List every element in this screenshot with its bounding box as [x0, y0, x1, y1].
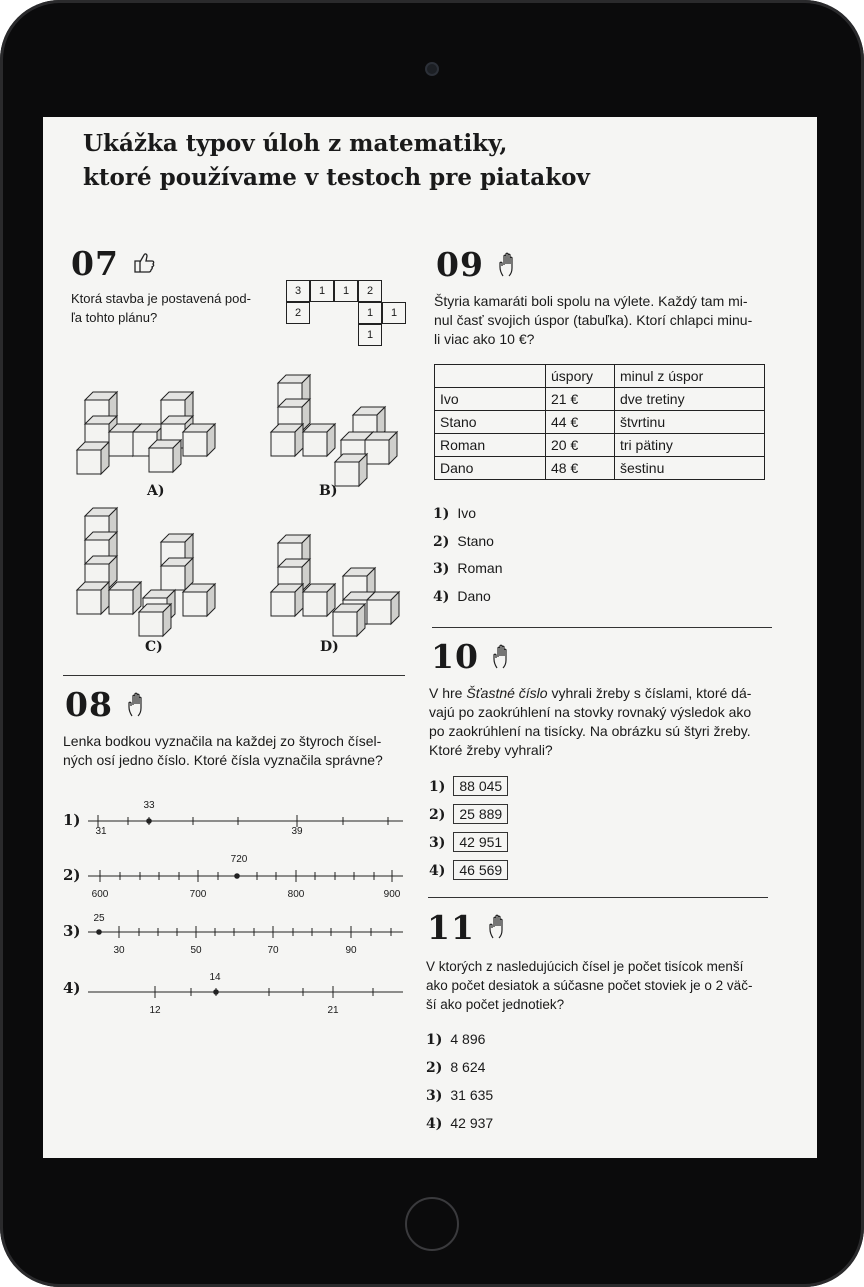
answer-number: 3)	[433, 561, 450, 577]
answer-text: 8 624	[450, 1059, 486, 1075]
q11-text-line: V ktorých z nasledujúcich čísel je počet tisícok menší	[426, 959, 744, 974]
q10-text-part: vyhrali žreby s číslami, ktoré dá-	[547, 685, 752, 701]
marked-point-33	[146, 818, 152, 824]
building-c	[77, 508, 215, 636]
marked-value: 14	[209, 972, 221, 983]
q07-text	[71, 289, 251, 327]
title-line-2: ktoré používame v testoch pre piatakov	[83, 164, 590, 191]
tick-label: 800	[287, 889, 305, 900]
q09-text-line: li viac ako 10 €?	[434, 331, 535, 347]
marked-point-14	[213, 989, 219, 995]
q11-answer-1[interactable]	[426, 1029, 485, 1050]
q08-text-line: ných osí jedno číslo. Ktoré čísla vyznačila správne?	[63, 752, 383, 768]
table-cell: štvrtinu	[615, 411, 765, 434]
plan-cell: 1	[310, 280, 334, 302]
cube-buildings	[73, 372, 403, 662]
tick-label: 12	[149, 1005, 161, 1016]
ticket-number: 25 889	[453, 804, 508, 824]
q09-answer-4[interactable]	[433, 586, 491, 607]
table-row	[435, 411, 765, 434]
table-cell: úspory	[546, 365, 615, 388]
marked-point-25	[96, 929, 102, 935]
answer-number: 1)	[429, 779, 446, 795]
tick-label: 70	[267, 945, 279, 956]
tick-label: 90	[345, 945, 357, 956]
tick-label: 600	[91, 889, 109, 900]
plan-cell: 1	[334, 280, 358, 302]
q09-text	[434, 292, 752, 349]
line-2-label: 2)	[63, 866, 81, 884]
hand-icon	[486, 914, 512, 940]
divider	[428, 897, 768, 898]
q09-text-line: Štyria kamaráti boli spolu na výlete. Každý tam mi-	[434, 293, 748, 309]
title-line-1: Ukážka typov úloh z matematiky,	[83, 130, 508, 157]
q10-text-line: po zaokrúhlení na tisícky. Na obrázku sú štyri žreby.	[429, 723, 751, 739]
plan-cell: 1	[358, 302, 382, 324]
hand-icon	[125, 692, 151, 718]
tick-label: 900	[383, 889, 401, 900]
q09-answer-3[interactable]	[433, 558, 503, 579]
q08-text	[63, 732, 383, 770]
plan-cell: 1	[358, 324, 382, 346]
building-a	[77, 392, 215, 474]
answer-number: 4)	[433, 589, 450, 605]
plan-cell: 2	[286, 302, 310, 324]
building-d	[271, 535, 399, 636]
divider	[432, 627, 772, 628]
table-row	[435, 457, 765, 480]
table-cell: tri pätiny	[615, 434, 765, 457]
q11-text	[426, 957, 752, 1014]
marked-value: 720	[230, 854, 248, 865]
q11-answer-4[interactable]	[426, 1113, 493, 1134]
answer-number: 4)	[429, 863, 446, 879]
answer-text: 31 635	[450, 1087, 494, 1103]
q09-answer-2[interactable]	[433, 531, 494, 552]
ticket-number: 88 045	[453, 776, 508, 796]
q10-answer-3[interactable]	[429, 832, 508, 853]
q07-text-line: Ktorá stavba je postavená pod-	[71, 291, 251, 306]
plan-cell: 3	[286, 280, 310, 302]
home-button[interactable]	[405, 1197, 459, 1251]
q11-text-line: ako počet desiatok a súčasne počet stoviek je o 2 väč-	[426, 978, 753, 993]
savings-table	[434, 364, 765, 480]
option-b-label: B)	[319, 483, 338, 499]
q10-number: 10	[431, 637, 479, 676]
line-4-label: 4)	[63, 979, 81, 997]
answer-text: 4 896	[450, 1031, 486, 1047]
thumbs-up-icon	[131, 249, 157, 275]
q11-answer-3[interactable]	[426, 1085, 493, 1106]
screen	[43, 117, 817, 1158]
line-3-label: 3)	[63, 922, 81, 940]
ticket-number: 42 951	[453, 832, 508, 852]
table-cell: dve tretiny	[615, 388, 765, 411]
line-1-label: 1)	[63, 811, 81, 829]
table-cell: šestinu	[615, 457, 765, 480]
table-cell: 48 €	[546, 457, 615, 480]
tick-label: 39	[291, 826, 303, 837]
q10-text-line: vajú po zaokrúhlení na stovky rovnaký výsledok ako	[429, 704, 752, 720]
page-title	[83, 127, 590, 195]
hand-icon	[490, 644, 516, 670]
answer-number: 2)	[426, 1060, 443, 1076]
q10-answer-1[interactable]	[429, 776, 508, 797]
q07-text-line: ľa tohto plánu?	[71, 310, 158, 325]
plan-cell: 1	[382, 302, 406, 324]
divider	[63, 675, 405, 676]
option-c-label: C)	[145, 639, 163, 655]
table-cell: Dano	[435, 457, 546, 480]
answer-number: 1)	[426, 1032, 443, 1048]
building-b	[271, 375, 397, 486]
q07-number: 07	[71, 244, 119, 283]
ticket-number: 46 569	[453, 860, 508, 880]
table-header	[435, 365, 765, 388]
table-cell	[435, 365, 546, 388]
answer-number: 3)	[429, 835, 446, 851]
option-a-label: A)	[147, 483, 165, 499]
table-cell: 21 €	[546, 388, 615, 411]
table-cell: Ivo	[435, 388, 546, 411]
q11-text-line: ší ako počet jednotiek?	[426, 997, 565, 1012]
answer-number: 3)	[426, 1088, 443, 1104]
table-cell: 20 €	[546, 434, 615, 457]
number-lines	[43, 787, 423, 1027]
q09-answer-1[interactable]	[433, 503, 476, 524]
marked-value: 25	[93, 913, 105, 924]
marked-point-720	[234, 873, 240, 879]
tick-label: 700	[189, 889, 207, 900]
tick-label: 31	[95, 826, 107, 837]
table-row	[435, 388, 765, 411]
q10-text-line	[429, 684, 751, 703]
marked-value: 33	[143, 800, 155, 811]
answer-text: Stano	[457, 533, 494, 549]
q10-text-part: V hre	[429, 685, 467, 701]
answer-number: 2)	[433, 534, 450, 550]
answer-number: 2)	[429, 807, 446, 823]
answer-number: 4)	[426, 1116, 443, 1132]
q08-number: 08	[65, 685, 113, 724]
answer-text: Ivo	[457, 505, 477, 521]
answer-text: Roman	[457, 560, 503, 576]
q10-answer-2[interactable]	[429, 804, 508, 825]
tick-label: 21	[327, 1005, 339, 1016]
q09-number: 09	[436, 245, 484, 284]
camera-icon	[425, 62, 439, 76]
table-cell: Roman	[435, 434, 546, 457]
q10-text	[429, 684, 751, 760]
game-name: Šťastné číslo	[466, 685, 548, 701]
tick-label: 30	[113, 945, 125, 956]
tick-label: 50	[190, 945, 202, 956]
answer-text: 42 937	[450, 1115, 494, 1131]
q10-text-line: Ktoré žreby vyhrali?	[429, 742, 553, 758]
plan-cell: 2	[358, 280, 382, 302]
option-d-label: D)	[320, 639, 339, 655]
answer-text: Dano	[457, 588, 491, 604]
table-cell: Stano	[435, 411, 546, 434]
q10-answer-4[interactable]	[429, 860, 508, 881]
q11-number: 11	[427, 908, 475, 947]
table-cell: 44 €	[546, 411, 615, 434]
q08-text-line: Lenka bodkou vyznačila na každej zo štyroch čísel-	[63, 733, 382, 749]
answer-number: 1)	[433, 506, 450, 522]
table-row	[435, 434, 765, 457]
q11-answer-2[interactable]	[426, 1057, 485, 1078]
table-cell: minul z úspor	[615, 365, 765, 388]
q09-text-line: nul časť svojich úspor (tabuľka). Ktorí chlapci minu-	[434, 312, 753, 328]
hand-icon	[496, 252, 522, 278]
